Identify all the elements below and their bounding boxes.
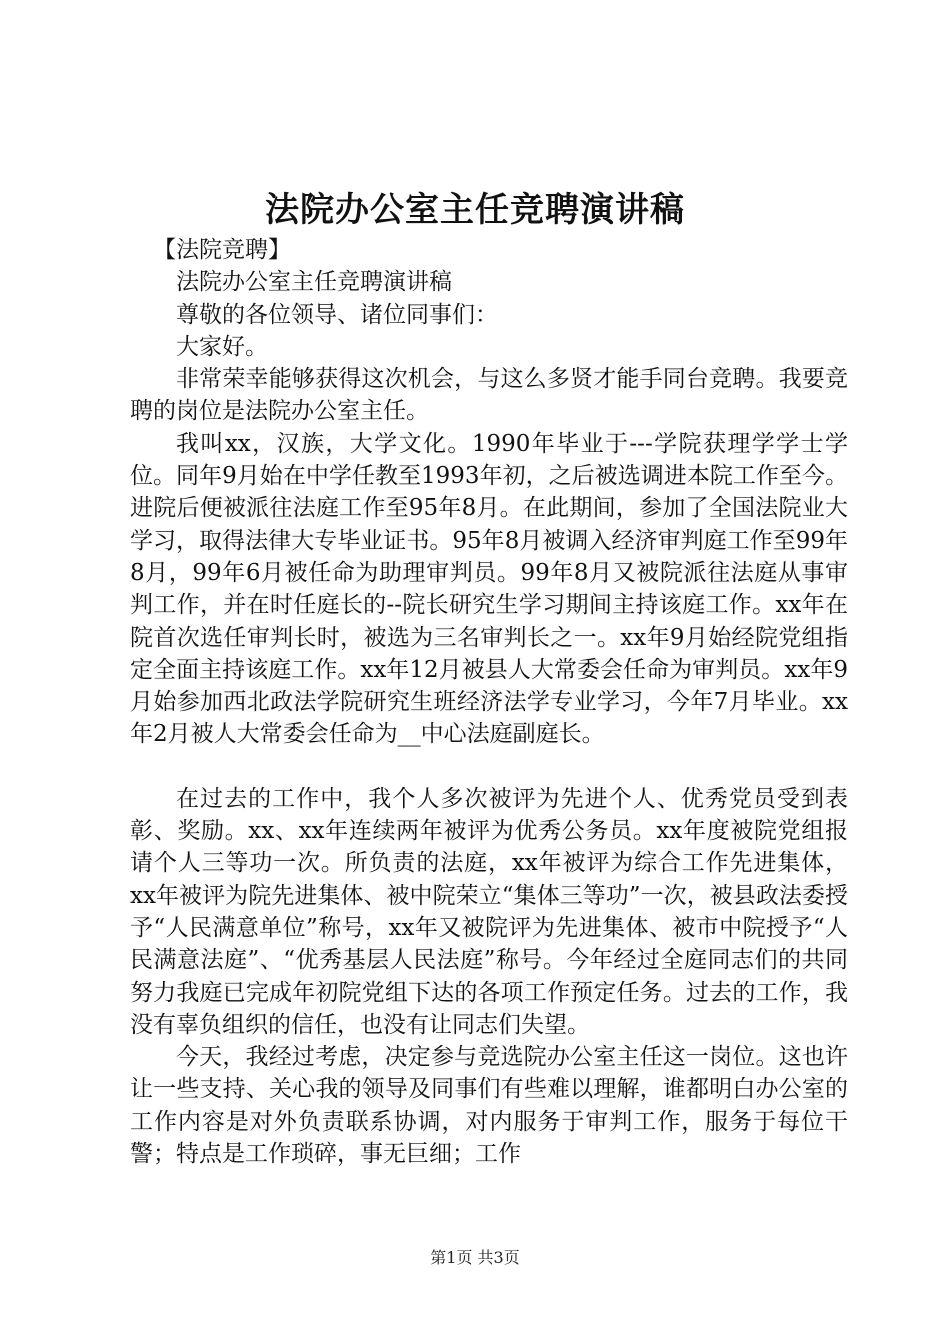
paragraph-background: 我叫xx，汉族，大学文化。1990年毕业于---学院获理学学士学位。同年9月始在中学任教至1993年初，之后被选调进本院工作至今。进院后便被派往法庭工作至95年8月。在此期间，参加了全国法院业大学习，取得法律大专毕业证书。95年8月被调入经济审判庭工作至99年8月，99年6月被任命为助理审判员。99年8月又被院派往法庭从事审判工作，并在时任庭长的--院长研究生学习期间主持该庭工作。xx年在院首次选任审判长时，被选为三名审判长之一。xx年9月始经院党组指定全面主持该庭工作。xx年12月被县人大常委会任命为审判员。xx年9月始参加西北政法学院研究生班经济法学专业学习，今年7月毕业。xx年2月被人大常委会任命为__中心法庭副庭长。 (130, 430, 848, 748)
salutation: 尊敬的各位领导、诸位同事们： (176, 301, 498, 328)
document-body (130, 234, 848, 1170)
paragraph-intro: 非常荣幸能够获得这次机会，与这么多贤才能手同台竞聘。我要竞聘的岗位是法院办公室主任。 (130, 366, 848, 425)
subtitle-line: 法院办公室主任竞聘演讲稿 (176, 269, 452, 296)
category-tag: 【法院竞聘】 (153, 237, 291, 263)
document-title: 法院办公室主任竞聘演讲稿 (265, 190, 685, 230)
greeting: 大家好。 (176, 333, 268, 360)
paragraph-achievements: 在过去的工作中，我个人多次被评为先进个人、优秀党员受到表彰、奖励。xx、xx年连续两年被评为优秀公务员。xx年度被院党组报请个人三等功一次。所负责的法庭，xx年被评为综合工作先进集体，xx年被评为院先进集体、被中院荣立“集体三等功”一次，被县政法委授予“人民满意单位”称号，xx年又被院评为先进集体、被市中院授予“人民满意法庭”、“优秀基层人民法庭”称号。今年经过全庭同志们的共同努力我庭已完成年初院党组下达的各项工作预定任务。过去的工作，我没有辜负组织的信任，也没有让同志们失望。 (130, 785, 848, 1038)
paragraph-decision: 今天，我经过考虑，决定参与竞选院办公室主任这一岗位。这也许让一些支持、关心我的领导及同事们有些难以理解，谁都明白办公室的工作内容是对外负责联系协调，对内服务于审判工作，服务于每位干警；特点是工作琐碎，事无巨细；工作 (130, 1044, 848, 1168)
page-footer: 第1页 共3页 (430, 1248, 520, 1267)
